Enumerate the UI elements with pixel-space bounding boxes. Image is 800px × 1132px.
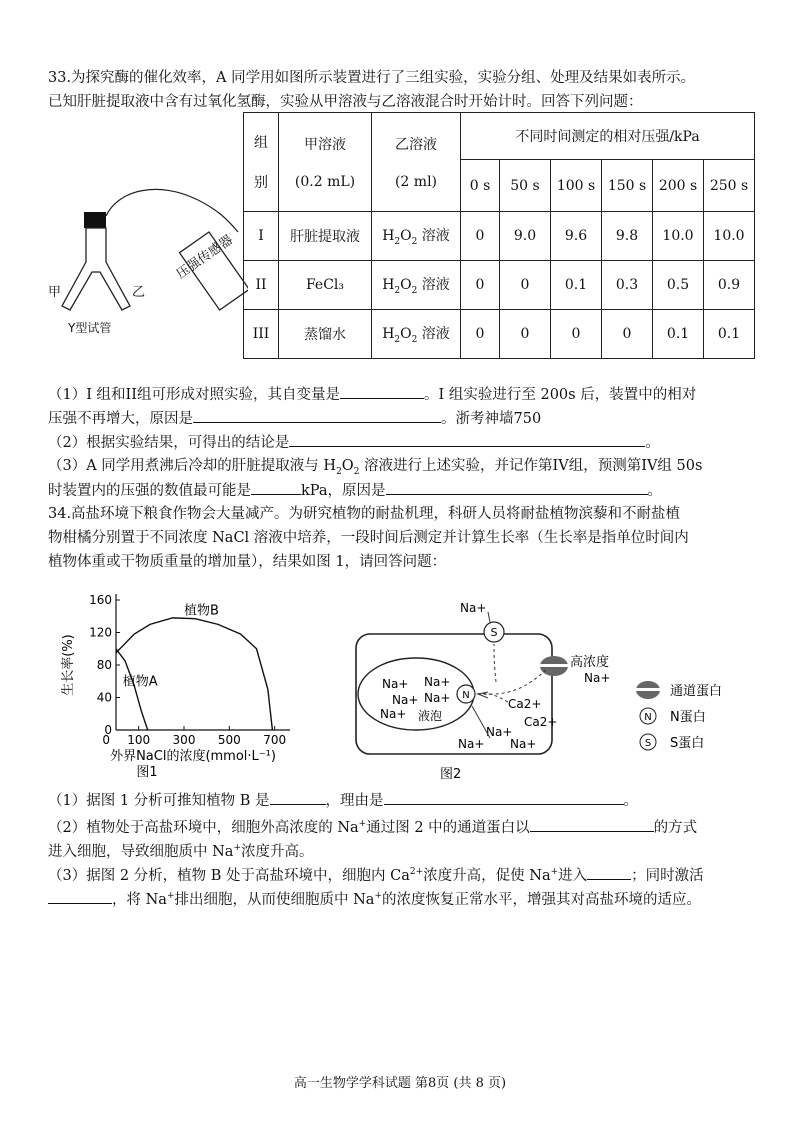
na-in-vacuole-4: Na+: [424, 691, 451, 705]
th-time: 150 s: [602, 160, 653, 212]
figure1-caption: 图1: [136, 765, 158, 780]
q33-intro-line1: 33.为探究酶的催化效率，A 同学用如图所示装置进行了三组实验，实验分组、处理及结果如表所示。: [48, 70, 696, 86]
svg-text:S: S: [644, 738, 652, 749]
ca-label-2: Ca2+: [524, 715, 558, 729]
legend-channel-icon: [636, 681, 660, 699]
q33-sub1-line2: 压强不再增大，原因是 。浙考神墙750: [48, 408, 541, 429]
cell-yi: $H_2O_2$ 溶液: [372, 310, 461, 359]
cell-value: 0: [500, 261, 551, 310]
answer-blank[interactable]: [251, 480, 301, 495]
high-concentration-label: 高浓度: [570, 655, 610, 670]
x-tick-label: 300: [172, 733, 196, 747]
cell-yi: $H_2O_2$ 溶液: [372, 212, 461, 261]
cell-value: 0: [461, 212, 500, 261]
cell-value: 0: [551, 310, 602, 359]
cell-value: 0.5: [653, 261, 704, 310]
figure1-growth-chart: [60, 590, 300, 785]
sensor-label-1: 压强传感器: [173, 232, 236, 283]
ca-label-1: Ca2+: [508, 697, 542, 711]
label-yi: 乙: [132, 285, 146, 300]
n-protein-label: N: [462, 690, 470, 701]
cell-value: 9.8: [602, 212, 653, 261]
rubber-stopper: [84, 212, 106, 228]
na-in-vacuole-1: Na+: [382, 677, 409, 691]
x-tick-label: 700: [263, 733, 287, 747]
origin-label: 0: [102, 733, 110, 747]
figure2-caption: 图2: [440, 767, 462, 782]
answer-blank[interactable]: [270, 790, 326, 805]
cell-value: 0.9: [704, 261, 755, 310]
q33-sub3-line2: 时装置内的压强的数值最可能是 kPa，原因是 。: [48, 480, 662, 501]
q34-intro-line1: 34.高盐环境下粮食作物会大量减产。为研究植物的耐盐机理，科研人员将耐盐植物滨藜和不耐盐植: [48, 506, 681, 522]
na-in-vacuole-3: Na+: [392, 693, 419, 707]
figure2-cell-diagram: [348, 598, 728, 784]
series-line-plant-a: [116, 649, 148, 730]
cell-jia: 肝脏提取液: [279, 212, 372, 261]
cell-value: 10.0: [704, 212, 755, 261]
x-tick-label: 100: [127, 733, 151, 747]
cell-value: 0.3: [602, 261, 653, 310]
table-row: [244, 261, 755, 310]
channel-protein-membrane: [540, 656, 568, 676]
legend-s-label: S蛋白: [670, 736, 705, 751]
na-in-cyto-2: Na+: [458, 737, 485, 751]
y-tube-shape: [62, 228, 130, 310]
cell-value: 0: [461, 310, 500, 359]
y-tick-label: 0: [104, 723, 112, 737]
vacuole-label: 液泡: [418, 709, 443, 723]
na-outside: Na+: [584, 671, 611, 685]
q34-intro-line2: 物柑橘分别置于不同浓度 NaCl 溶液中培养，一段时间后测定并计算生长率（生长率是指单位时间内: [48, 530, 689, 546]
th-pressure: 不同时间测定的相对压强/kPa: [461, 113, 755, 160]
q33-sub3-line1: （3）A 同学用煮沸后冷却的肝脏提取液与 $H_2O_2$ 溶液进行上述实验，并记作第IV组，预测第IV组 50s: [48, 458, 703, 477]
legend-n-label: N蛋白: [670, 710, 706, 725]
q34-sub2-line1: （2）植物处于高盐环境中，细胞外高浓度的 Na+通过图 2 中的通道蛋白以 的方式: [48, 814, 697, 838]
x-axis-label: 外界NaCl的浓度(mmol·L⁻¹): [110, 749, 276, 764]
answer-blank[interactable]: [48, 889, 112, 904]
cell-value: 9.0: [500, 212, 551, 261]
cell-value: 0.1: [551, 261, 602, 310]
na-exported: Na+: [460, 601, 487, 615]
experiment-table: [243, 112, 755, 359]
label-jia: 甲: [48, 285, 62, 300]
table-row: [244, 310, 755, 359]
cell-value: 0: [602, 310, 653, 359]
th-group: 组 别: [244, 113, 279, 212]
series-label-plant-b: 植物B: [184, 603, 219, 619]
cell-group: III: [244, 310, 279, 359]
s-protein-label: S: [490, 626, 498, 639]
pressure-sensor: [168, 224, 248, 319]
cell-value: 0: [500, 310, 551, 359]
series-label-plant-a: 植物A: [122, 674, 158, 690]
q34-intro-line3: 植物体重或干物质重量的增加量），结果如图 1，请回答问题：: [48, 554, 447, 570]
cell-value: 10.0: [653, 212, 704, 261]
cell-value: 0.1: [653, 310, 704, 359]
cell-jia: FeCl₃: [279, 261, 372, 310]
cell-group: I: [244, 212, 279, 261]
cell-value: 0: [461, 261, 500, 310]
answer-blank[interactable]: [384, 790, 624, 805]
answer-blank[interactable]: [193, 408, 441, 423]
th-jia: 甲溶液 (0.2 mL): [279, 113, 372, 212]
x-tick-label: 500: [217, 733, 241, 747]
page-footer: 高一生物学学科试题 第8页 (共 8 页): [293, 1076, 507, 1091]
q33-sub2: （2）根据实验结果，可得出的结论是 。: [48, 432, 660, 453]
cell-group: II: [244, 261, 279, 310]
cell-jia: 蒸馏水: [279, 310, 372, 359]
na-influx-arrow: [478, 670, 546, 694]
q34-sub3-line1: （3）据图 2 分析，植物 B 处于高盐环境中，细胞内 $Ca^{2+}$浓度升高，促使 Na+进入 ；同时激活: [48, 862, 704, 886]
na-in-cyto-1: Na+: [486, 725, 513, 739]
na-in-vacuole-2: Na+: [424, 675, 451, 689]
na-in-cyto-3: Na+: [510, 737, 537, 751]
answer-blank[interactable]: [289, 432, 645, 447]
cell-membrane: [356, 634, 552, 754]
y-axis-label: 生长率(%): [61, 634, 76, 696]
na-in-vacuole-5: Na+: [380, 707, 407, 721]
q34-sub3-line2: ，将 Na+排出细胞，从而使细胞质中 Na+的浓度恢复正常水平，增强其对高盐环境的适应。: [48, 886, 701, 910]
cell-yi: $H_2O_2$ 溶液: [372, 261, 461, 310]
y-tube-apparatus: [48, 180, 248, 340]
y-tick-label: 160: [89, 593, 112, 607]
cell-value: 9.6: [551, 212, 602, 261]
table-row: [244, 212, 755, 261]
th-yi: 乙溶液 (2 ml): [372, 113, 461, 212]
y-tick-label: 80: [96, 658, 112, 672]
svg-text:N: N: [644, 712, 652, 723]
th-time: 100 s: [551, 160, 602, 212]
q34-sub2-line2: 进入细胞，导致细胞质中 Na+浓度升高。: [48, 843, 314, 860]
answer-blank[interactable]: [587, 865, 631, 880]
answer-blank[interactable]: [530, 817, 654, 832]
y-tube-caption: Y型试管: [68, 321, 112, 335]
q33-sub1-line1: （1）I 组和II组可形成对照实验，其自变量是 。I 组实验进行至 200s 后，装置中的相对: [48, 384, 696, 405]
th-time: 250 s: [704, 160, 755, 212]
q33-intro-line2: 已知肝脏提取液中含有过氧化氢酶，实验从甲溶液与乙溶液混合时开始计时。回答下列问题：: [48, 94, 643, 110]
cell-value: 0.1: [704, 310, 755, 359]
answer-blank[interactable]: [340, 384, 424, 399]
y-tick-label: 40: [96, 690, 112, 705]
answer-blank[interactable]: [386, 480, 648, 495]
q34-sub1: （1）据图 1 分析可推知植物 B 是 ，理由是 。: [48, 790, 638, 811]
y-tick-label: 120: [89, 625, 112, 640]
th-time: 200 s: [653, 160, 704, 212]
legend-channel-label: 通道蛋白: [670, 684, 723, 699]
th-time: 50 s: [500, 160, 551, 212]
th-time: 0 s: [461, 160, 500, 212]
